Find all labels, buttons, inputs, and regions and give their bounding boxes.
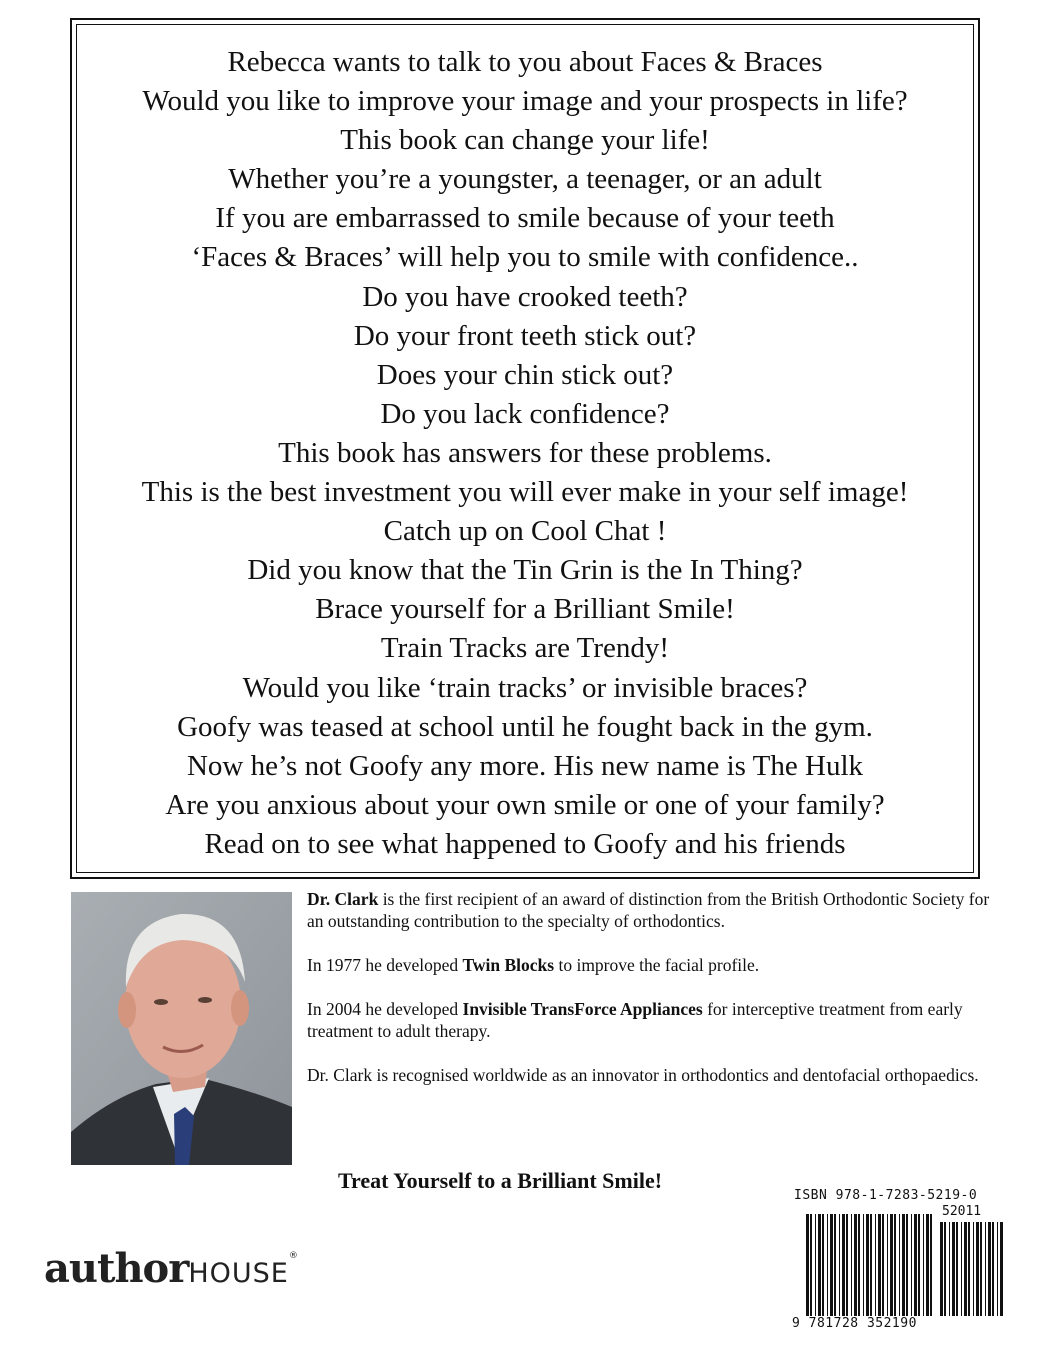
price-code: 52011 <box>942 1204 982 1219</box>
blurb-line: This book can change your life! <box>340 124 710 157</box>
barcode-number: 9 781728 352190 <box>792 1316 917 1331</box>
blurb-line: Rebecca wants to talk to you about Faces & Braces <box>227 46 823 78</box>
tagline: Treat Yourself to a Brilliant Smile! <box>338 1168 663 1193</box>
blurb-line: Do your front teeth stick out? <box>353 319 697 352</box>
blurb-line: Do you lack confidence? <box>380 397 670 430</box>
blurb-line: This book has answers for these problems. <box>278 436 772 469</box>
bio-paragraph-3: In 2004 he developed Invisible TransForce Appliances for interceptive treatment from early treatment to adult therapy. <box>307 999 963 1041</box>
blurb-line: ‘Faces & Braces’ will help you to smile with confidence.. <box>191 241 859 274</box>
blurb-line: Are you anxious about your own smile or one of your family? <box>165 788 885 821</box>
author-photo <box>71 892 292 1165</box>
isbn-label: ISBN 978-1-7283-5219-0 <box>794 1188 978 1203</box>
blurb-line: If you are embarrassed to smile because of your teeth <box>215 202 835 235</box>
blurb-line: Goofy was teased at school until he fought back in the gym. <box>177 710 873 743</box>
blurb-line: Brace yourself for a Brilliant Smile! <box>315 593 735 626</box>
blurb-inner-border <box>76 24 974 873</box>
blurb-line: Would you like ‘train tracks’ or invisible braces? <box>242 671 808 704</box>
blurb-line: Do you have crooked teeth? <box>362 280 688 313</box>
author-bio <box>307 888 997 1108</box>
blurb-text <box>77 43 973 864</box>
bio-paragraph-2: In 1977 he developed Twin Blocks to improve the facial profile. <box>307 955 760 975</box>
blurb-line: Did you know that the Tin Grin is the In Thing? <box>247 554 803 587</box>
blurb-line: Train Tracks are Trendy! <box>380 632 670 665</box>
blurb-line: Does your chin stick out? <box>376 358 674 391</box>
blurb-frame <box>70 18 980 879</box>
barcode <box>792 1188 1012 1338</box>
blurb-line: Now he’s not Goofy any more. His new name is The Hulk <box>186 749 864 782</box>
publisher-logo: authorHOUSE® <box>44 1245 298 1292</box>
bio-paragraph-4: Dr. Clark is recognised worldwide as an innovator in orthodontics and dentofacial orthopaedics. <box>307 1065 979 1085</box>
blurb-line: This is the best investment you will ever make in your self image! <box>141 476 909 509</box>
blurb-line: Read on to see what happened to Goofy and his friends <box>204 827 846 860</box>
bio-paragraph-1: Dr. Clark is the first recipient of an award of distinction from the British Orthodontic Society for an outstanding contribution to the specialty of orthodontics. <box>307 889 990 931</box>
blurb-line: Would you like to improve your image and your prospects in life? <box>142 85 908 118</box>
blurb-line: Whether you’re a youngster, a teenager, or an adult <box>228 163 822 196</box>
blurb-line: Catch up on Cool Chat ! <box>383 515 667 548</box>
